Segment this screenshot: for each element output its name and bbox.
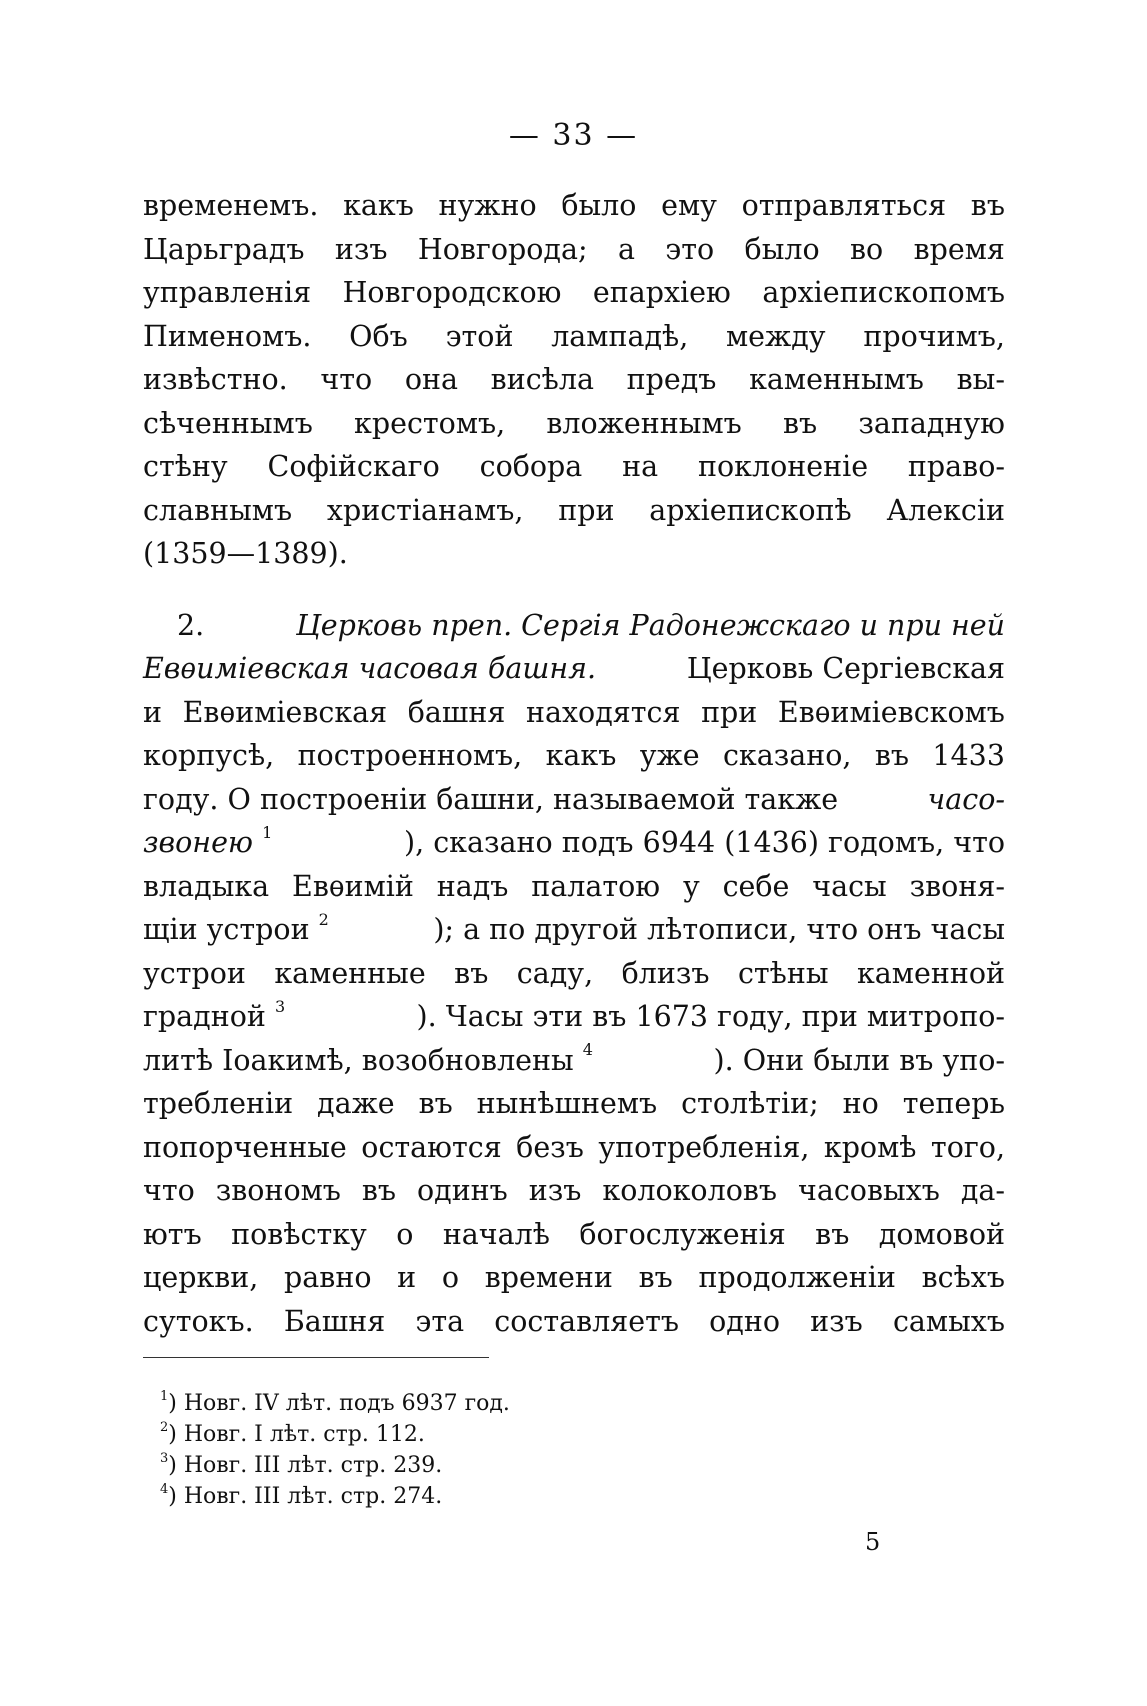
footnote (160, 1450, 760, 1481)
text-line (143, 647, 1005, 691)
body-text (143, 184, 1005, 1343)
text-line: попорченные остаются безъ употребленія, кромѣ того, (143, 1130, 1005, 1164)
footnote-text: ) Новг. III лѣт. стр. 274. (168, 1484, 443, 1509)
text-line (143, 995, 1005, 1039)
footnote-ref: 2 (318, 909, 329, 929)
text-line (143, 821, 1005, 865)
text-line: и Евѳиміевская башня находятся при Евѳиміевскомъ (143, 695, 1005, 729)
text-line: славнымъ христіанамъ, при архіепископѣ Алексіи (143, 493, 1005, 527)
footnote (160, 1388, 760, 1419)
text-line: корпусѣ, построенномъ, какъ уже сказано, въ 1433 (143, 739, 1005, 772)
footnote (160, 1419, 760, 1450)
text-span: ). Они были въ упо- (713, 1043, 1005, 1077)
text-span: литѣ Іоакимѣ, возобновлены (143, 1043, 574, 1077)
footnote-mark: 1 (160, 1388, 169, 1404)
footnotes (160, 1388, 760, 1512)
footnote-divider (143, 1357, 489, 1358)
section-title-cont: Евѳиміевская часовая башня. (143, 652, 597, 685)
text-line: требленіи даже въ нынѣшнемъ столѣтіи; но теперь (143, 1087, 1005, 1120)
text-line: временемъ. какъ нужно было ему отправляться въ (143, 189, 1005, 222)
footnote-ref: 1 (262, 822, 273, 842)
text-span: ); а по другой лѣтописи, что онъ часы (433, 913, 1005, 946)
footnote-text: ) Новг. IV лѣт. подъ 6937 год. (168, 1391, 510, 1416)
text-line: (1359—1389). (143, 537, 348, 570)
text-line (143, 1039, 1005, 1083)
footnote-text: ) Новг. I лѣт. стр. 112. (168, 1422, 425, 1447)
text-line: извѣстно. что она висѣла предъ каменнымъ вы- (143, 363, 1005, 396)
footnote-ref: 4 (582, 1040, 593, 1059)
text-line: Царьградъ изъ Новгорода; а это было во время (143, 232, 1005, 266)
text-span: градной (143, 1000, 266, 1033)
text-line: управленія Новгородскою епархіею архіепископомъ (143, 276, 1005, 309)
italic-term: звонею (143, 826, 254, 859)
text-span: ). Часы эти въ 1673 году, при митропо- (416, 1000, 1005, 1033)
text-line: ютъ повѣстку о началѣ богослуженія въ домовой (143, 1217, 1005, 1251)
footnote-text: ) Новг. III лѣт. стр. 239. (168, 1453, 443, 1478)
text-span: Церковь Сергіевская (686, 652, 1005, 685)
text-line (143, 778, 1005, 822)
text-line: владыка Евѳимій надъ палатою у себе часы звоня- (143, 869, 1005, 903)
footnote (160, 1481, 760, 1512)
signature-mark: 5 (865, 1528, 881, 1556)
text-line: сѣченнымъ крестомъ, вложеннымъ въ западную (143, 406, 1005, 440)
text-span: щіи устрои (143, 913, 310, 946)
text-line: что звономъ въ одинъ изъ колоколовъ часовыхъ да- (143, 1174, 1005, 1207)
footnote-mark: 3 (160, 1450, 169, 1466)
page-number: — 33 — (508, 118, 639, 153)
text-line: устрои каменные въ саду, близъ стѣны каменной (143, 956, 1005, 990)
text-line: сутокъ. Башня эта составляетъ одно изъ самыхъ (143, 1304, 1005, 1338)
footnote-mark: 4 (160, 1481, 169, 1497)
section-title: Церковь преп. Сергія Радонежскаго и при ней (295, 608, 1005, 642)
text-line (143, 908, 1005, 952)
italic-term: часо- (927, 782, 1005, 816)
text-span: году. О построеніи башни, называемой также (143, 782, 839, 816)
text-line: церкви, равно и о времени въ продолженіи всѣхъ (143, 1261, 1005, 1294)
text-span: ), сказано подъ 6944 (1436) годомъ, что (403, 826, 1005, 859)
section-number: 2. (177, 608, 205, 642)
text-line: стѣну Софійскаго собора на поклоненіе право- (143, 450, 1005, 483)
text-line: Пименомъ. Объ этой лампадѣ, между прочимъ, (143, 319, 1005, 353)
footnote-ref: 3 (274, 996, 286, 1016)
footnote-mark: 2 (160, 1419, 169, 1435)
section-heading (143, 604, 1005, 648)
